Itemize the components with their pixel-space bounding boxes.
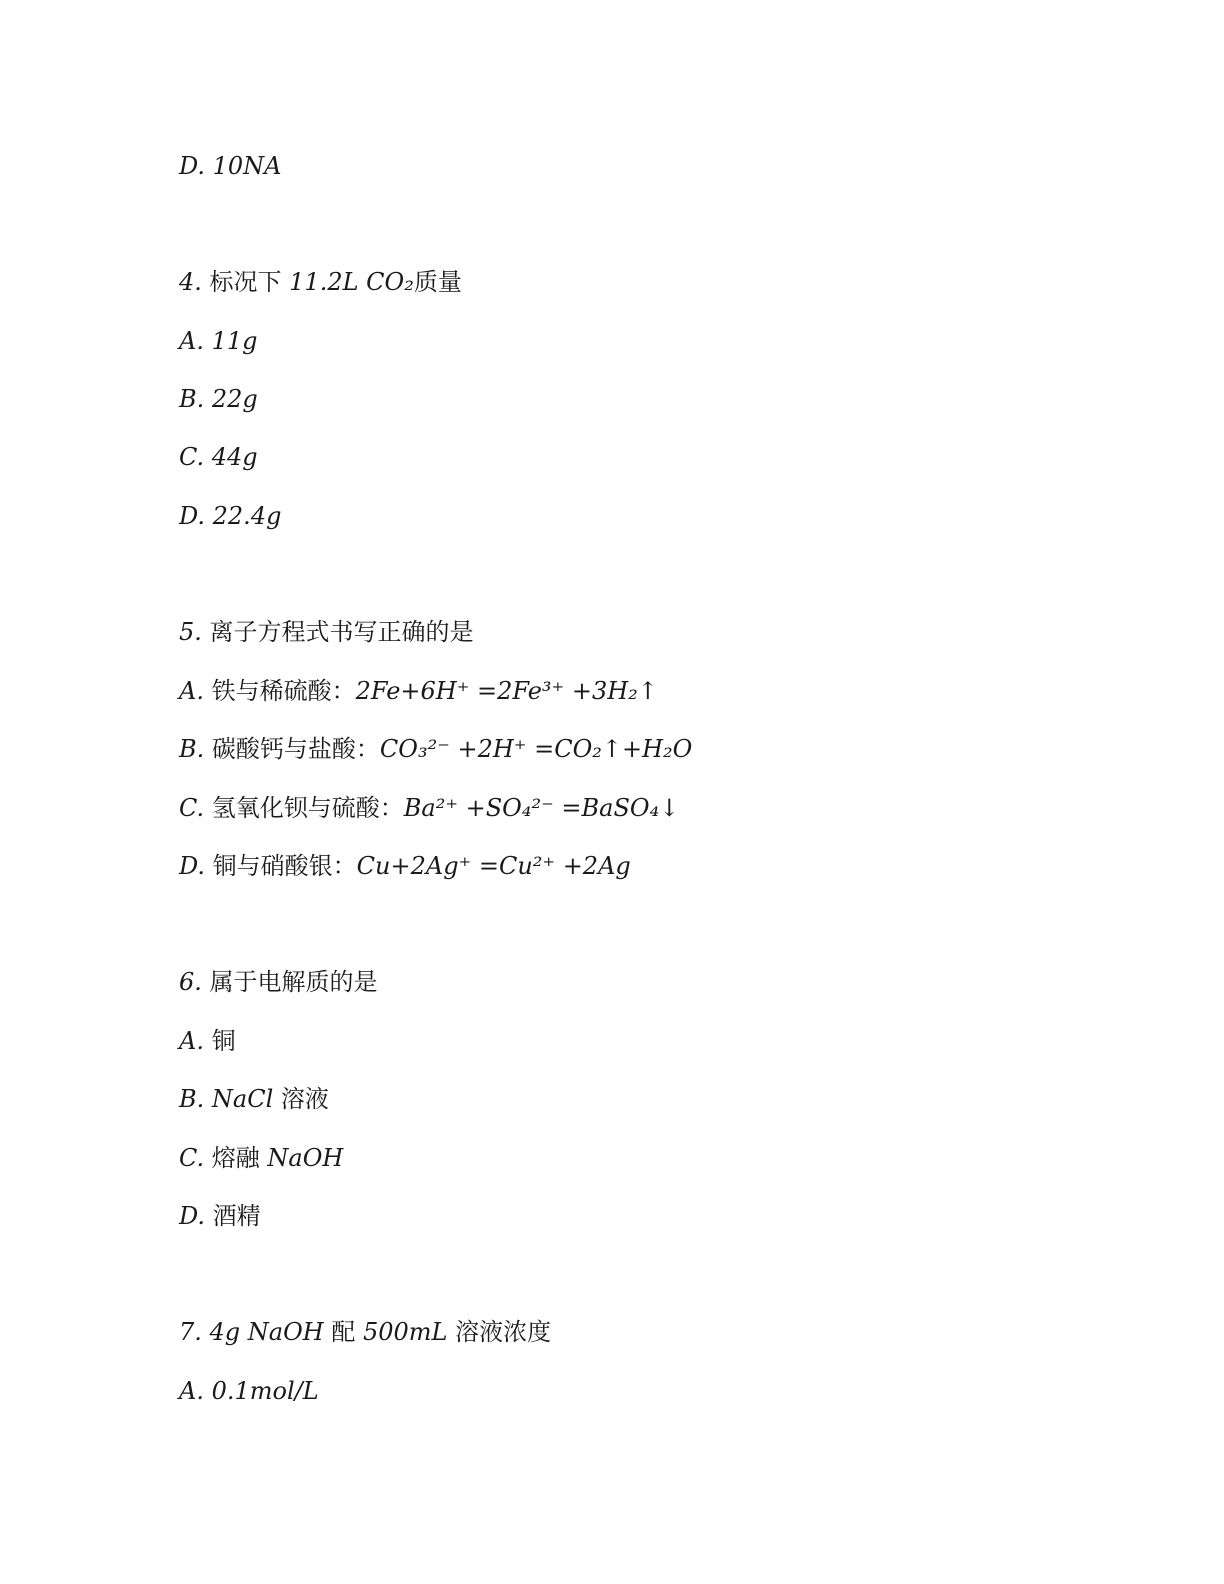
q4-question: 4. 标况下 11.2L CO₂质量 [179, 268, 462, 296]
q4-option-b: B. 22g [179, 385, 258, 413]
q6-option-c: C. 熔融 NaOH [179, 1144, 344, 1172]
q5-question: 5. 离子方程式书写正确的是 [179, 618, 474, 646]
q6-option-a: A. 铜 [179, 1027, 236, 1055]
q5-option-d: D. 铜与硝酸银：Cu+2Ag⁺ =Cu²⁺ +2Ag [179, 852, 631, 880]
q4-option-d: D. 22.4g [179, 502, 282, 530]
q6-option-d: D. 酒精 [179, 1202, 261, 1230]
q5-option-b: B. 碳酸钙与盐酸：CO₃²⁻ +2H⁺ =CO₂↑+H₂O [179, 735, 693, 763]
q7-question: 7. 4g NaOH 配 500mL 溶液浓度 [179, 1318, 552, 1346]
q5-option-c: C. 氢氧化钡与硫酸：Ba²⁺ +SO₄²⁻ =BaSO₄↓ [179, 794, 680, 822]
q6-option-b: B. NaCl 溶液 [179, 1085, 329, 1113]
q5-option-a: A. 铁与稀硫酸：2Fe+6H⁺ =2Fe³⁺ +3H₂↑ [179, 677, 658, 705]
q7-option-a: A. 0.1mol/L [179, 1377, 319, 1405]
q4-option-c: C. 44g [179, 443, 258, 471]
q3-option-d: D. 10NA [179, 152, 282, 180]
q6-question: 6. 属于电解质的是 [179, 968, 378, 996]
q4-option-a: A. 11g [179, 327, 258, 355]
